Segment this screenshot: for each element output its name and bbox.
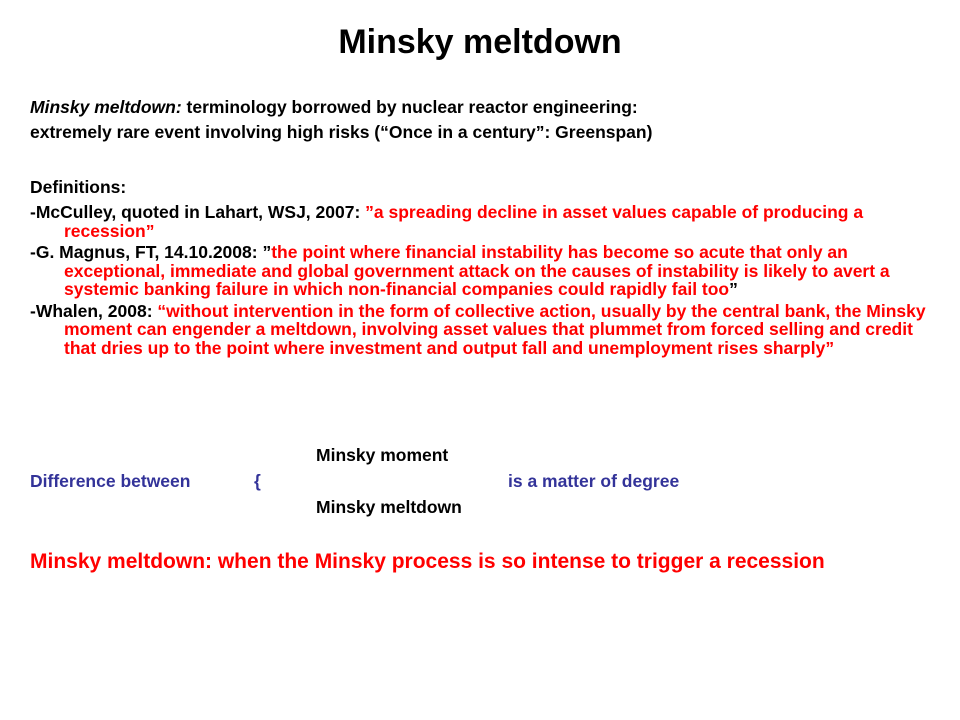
- comparison-bottom-term: Minsky meltdown: [316, 497, 462, 517]
- definitions-list: [30, 203, 930, 360]
- comparison-top-term: Minsky moment: [316, 445, 449, 465]
- page-title: Minsky meltdown: [338, 23, 622, 61]
- definition-quote: “without intervention in the form of collective action, usually by the central bank, the Minsky moment can engender a meltdown, involving asset values that plummet from forced selling and credit that dries up to the point where investment and output fall and unemployment rises sharply”: [64, 300, 926, 358]
- intro-line-1: [30, 97, 930, 118]
- definition-whalen: [30, 302, 930, 358]
- conclusion-statement: Minsky meltdown: when the Minsky process is so intense to trigger a recession: [30, 550, 825, 573]
- definition-quote: ”a spreading decline in asset values capable of producing a recession”: [64, 202, 864, 241]
- comparison-right-label: is a matter of degree: [508, 471, 680, 491]
- definitions-heading: Definitions:: [30, 177, 127, 197]
- comparison-block: [30, 443, 930, 523]
- comparison-brace: {: [254, 471, 261, 491]
- definition-source: -McCulley, quoted in Lahart, WSJ, 2007:: [30, 202, 366, 222]
- definition-mcculley: [30, 203, 930, 240]
- intro-lead-term: Minsky meltdown:: [30, 97, 182, 117]
- definition-source: -Whalen, 2008:: [30, 300, 158, 321]
- definition-source: -G. Magnus, FT, 14.10.2008:: [30, 242, 263, 262]
- definition-quote-open: ”: [262, 242, 272, 262]
- comparison-left-label: Difference between: [30, 471, 191, 491]
- definition-quote-close: ”: [729, 279, 738, 299]
- intro-block: [30, 97, 930, 147]
- definition-quote: the point where financial instability has become so acute that only an exceptional, immediate and global government attack on the causes of instability is likely to avert a systemic banking failure in which non-financial companies could rapidly fail too: [64, 242, 890, 299]
- intro-lead-rest: terminology borrowed by nuclear reactor engineering:: [181, 97, 638, 117]
- definition-magnus: [30, 243, 930, 299]
- intro-line-2: extremely rare event involving high risks (“Once in a century”: Greenspan): [30, 122, 653, 142]
